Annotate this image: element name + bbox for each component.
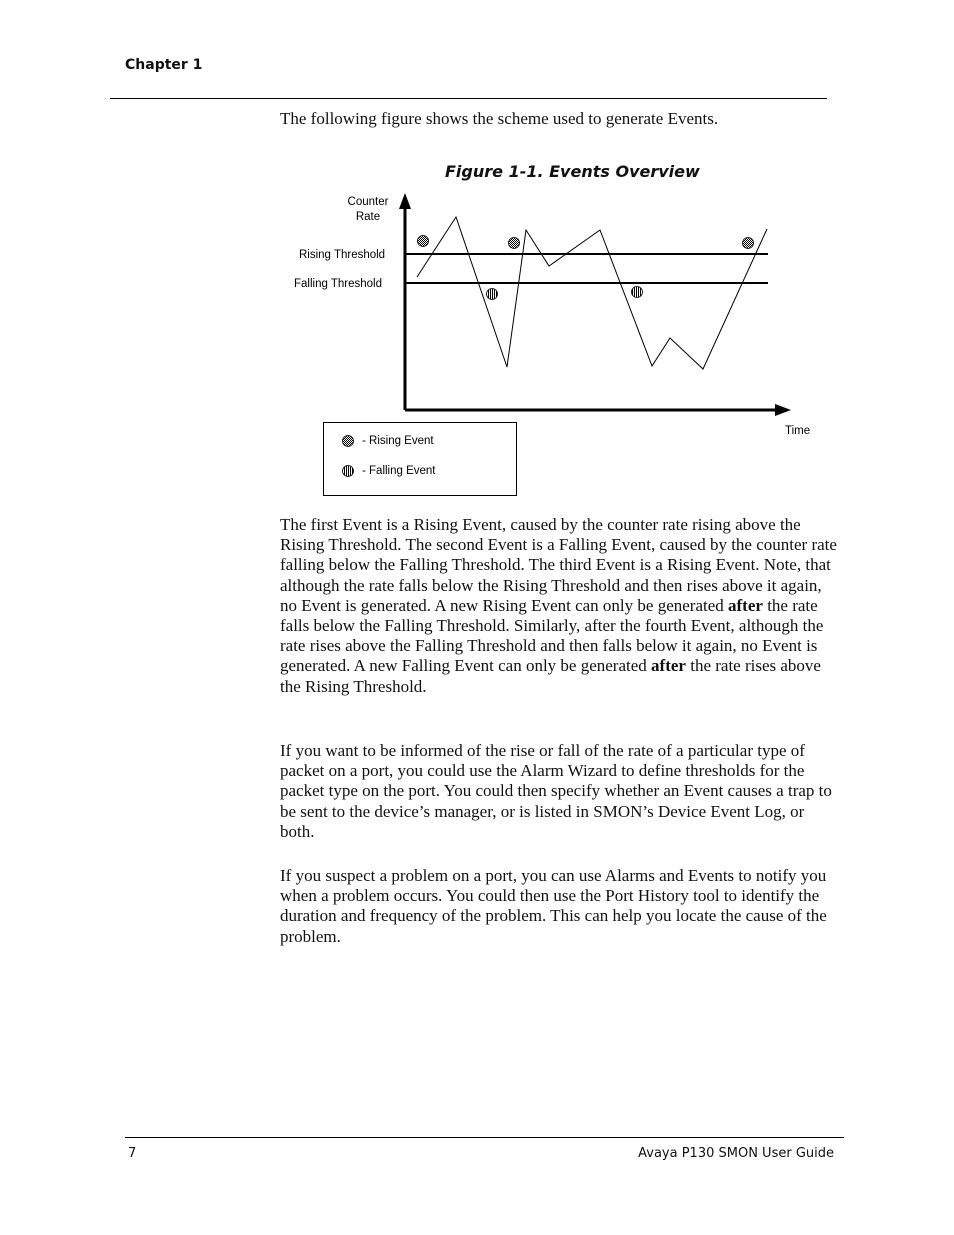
p1-emphasis-after-2: after — [651, 656, 686, 676]
rising-event-legend-icon — [343, 436, 354, 447]
rising-event-marker — [418, 236, 429, 247]
y-axis-label-line1: Counter — [347, 196, 389, 208]
y-axis-arrow — [399, 193, 411, 209]
paragraph-event-explanation — [280, 515, 842, 697]
events-overview-diagram — [0, 0, 954, 510]
footer-rule — [125, 1137, 844, 1138]
rising-event-marker — [743, 238, 754, 249]
legend-falling-label: - Falling Event — [362, 465, 436, 477]
intro-text: The following figure shows the scheme used to generate Events. — [280, 109, 719, 128]
x-axis-arrow — [775, 404, 791, 416]
p1-emphasis-after-1: after — [728, 595, 763, 615]
y-axis-label-line2: Rate — [355, 211, 381, 223]
falling-event-legend-icon — [343, 466, 354, 477]
p1-text-a: The first Event is a Rising Event, caused by the counter rate rising above the Rising Threshold. The second Event is a Falling Event, caused by the counter rate falling below the Falling Threshold. The third Event is a Rising Event. Note, that although the rate falls below the Rising Threshold and then rises above it again, no Event is generated. A new Rising Event can only be generated — [280, 515, 837, 615]
rising-event-marker — [509, 238, 520, 249]
page-number: 7 — [128, 1146, 137, 1161]
rising-threshold-label: Rising Threshold — [299, 249, 386, 261]
paragraph-port-history: If you suspect a problem on a port, you can use Alarms and Events to notify you when a problem occurs. You could then use the Port History tool to identify the duration and frequency of the problem. This can help you locate the cause of the problem. — [280, 866, 827, 946]
counter-rate-line — [417, 217, 767, 369]
p1-text-e: the rate rises above the Rising Threshold. — [280, 656, 821, 696]
falling-threshold-label: Falling Threshold — [294, 278, 383, 290]
paragraph-alarm-wizard: If you want to be informed of the rise or fall of the rate of a particular type of packet on a port, you could use the Alarm Wizard to define thresholds for the packet type on the port. You could then specify whether an Event causes a trap to be sent to the device’s manager, or is listed in SMON’s Device Event Log, or both. — [280, 741, 832, 841]
x-axis-label: Time — [785, 425, 811, 437]
guide-title: Avaya P130 SMON User Guide — [638, 1146, 834, 1161]
figure-caption: Figure 1-1. Events Overview — [445, 162, 700, 181]
chapter-heading: Chapter 1 — [125, 57, 203, 73]
legend-rising-label: - Rising Event — [362, 435, 434, 447]
p1-text-c: the rate falls below the Falling Threshold. Similarly, after the fourth Event, although the rate rises above the Falling Threshold and then falls below it again, no Event is generated. A new Falling Event can only be generated — [280, 595, 824, 676]
legend — [324, 423, 517, 496]
falling-event-marker — [632, 287, 643, 298]
falling-event-marker — [487, 289, 498, 300]
